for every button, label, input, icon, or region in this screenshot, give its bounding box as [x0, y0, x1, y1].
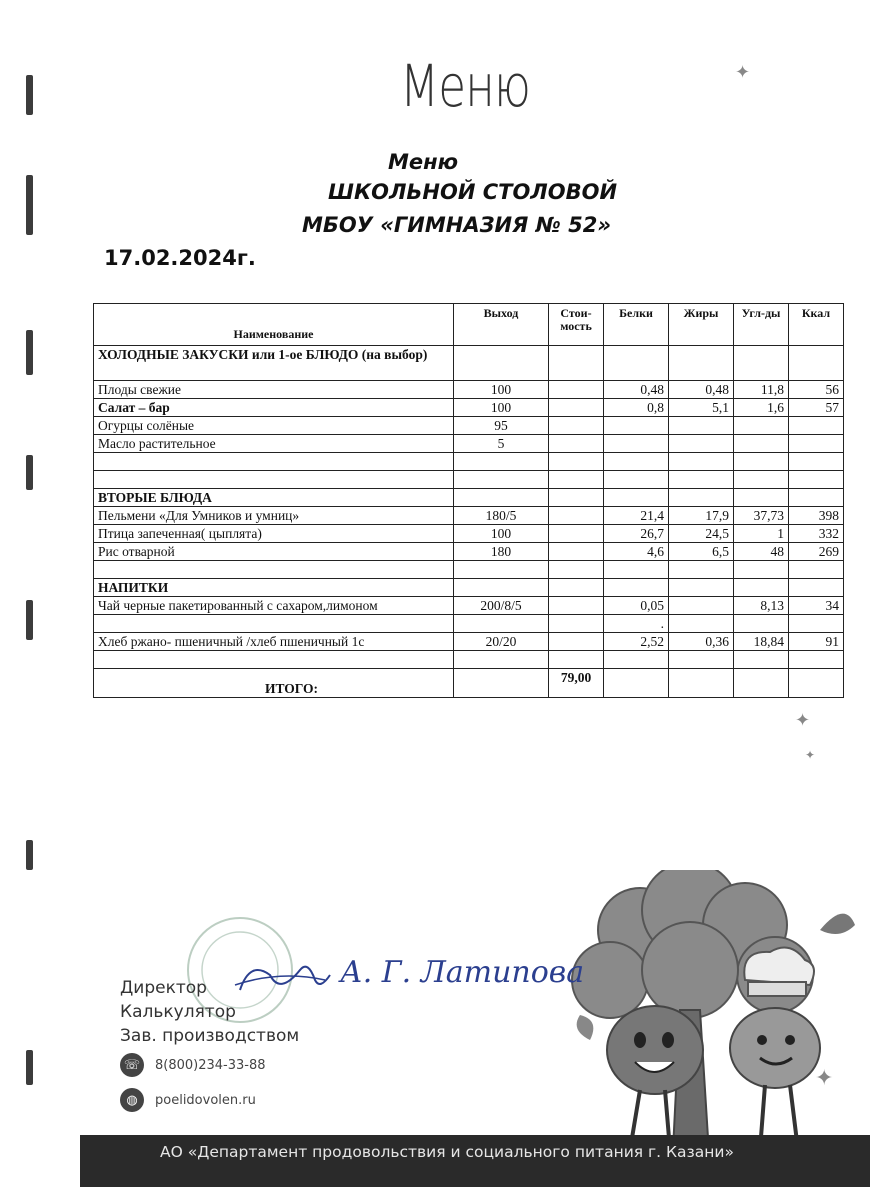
- cell-proteins: 0,8: [604, 399, 669, 417]
- cell-output: 5: [454, 435, 549, 453]
- sparkle-icon: ✦: [735, 62, 751, 82]
- cell-output: [454, 471, 549, 489]
- cell-carbs: 1: [734, 525, 789, 543]
- table-row: [94, 615, 844, 633]
- cell-proteins: [604, 651, 669, 669]
- signature: [230, 950, 600, 1010]
- cell-cost: [549, 561, 604, 579]
- table-row: [94, 417, 844, 435]
- cell-name: Огурцы солёные: [94, 417, 454, 435]
- cell-output: [454, 651, 549, 669]
- cell-proteins: [604, 561, 669, 579]
- cell-carbs: 18,84: [734, 633, 789, 651]
- cell-kcal: [789, 615, 844, 633]
- header-cost: Стои-мость: [549, 304, 604, 346]
- svg-text:✦: ✦: [815, 1066, 834, 1091]
- cell-name: Хлеб ржано- пшеничный /хлеб пшеничный 1с: [94, 633, 454, 651]
- cell-cost: [549, 543, 604, 561]
- cell-proteins: [604, 435, 669, 453]
- cell-fats: [669, 651, 734, 669]
- cell-fats: 0,36: [669, 633, 734, 651]
- cell-fats: [669, 435, 734, 453]
- total-output: [454, 669, 549, 698]
- cell-fats: [669, 346, 734, 381]
- cell-cost: [549, 346, 604, 381]
- sparkle-icon: ✦: [805, 748, 816, 762]
- cell-proteins: [604, 471, 669, 489]
- title-line-1: Меню: [388, 150, 459, 174]
- cell-proteins: .: [604, 615, 669, 633]
- cell-kcal: [789, 417, 844, 435]
- table-row: [94, 399, 844, 417]
- total-kcal: [789, 669, 844, 698]
- cell-kcal: 269: [789, 543, 844, 561]
- cell-kcal: [789, 453, 844, 471]
- total-cost: 79,00: [549, 669, 604, 698]
- contact-phone: 8(800)234-33-88: [155, 1058, 266, 1073]
- cell-output: 20/20: [454, 633, 549, 651]
- cell-name: Плоды свежие: [94, 381, 454, 399]
- table-row: [94, 435, 844, 453]
- cell-output: 100: [454, 399, 549, 417]
- footer-text: АО «Департамент продовольствия и социального питания г. Казани»: [160, 1143, 734, 1161]
- cell-carbs: [734, 489, 789, 507]
- cell-kcal: 332: [789, 525, 844, 543]
- cell-carbs: [734, 579, 789, 597]
- menu-table: [93, 303, 844, 698]
- table-row: [94, 471, 844, 489]
- cell-carbs: 11,8: [734, 381, 789, 399]
- contact-website: poelidovolen.ru: [155, 1093, 256, 1108]
- cell-fats: 5,1: [669, 399, 734, 417]
- header-output: Выход: [454, 304, 549, 346]
- table-row: [94, 597, 844, 615]
- cell-carbs: [734, 471, 789, 489]
- cell-name: ВТОРЫЕ БЛЮДА: [94, 489, 454, 507]
- cell-proteins: 0,48: [604, 381, 669, 399]
- cell-cost: [549, 417, 604, 435]
- cell-carbs: [734, 435, 789, 453]
- cell-kcal: [789, 651, 844, 669]
- cell-carbs: [734, 615, 789, 633]
- cell-kcal: [789, 579, 844, 597]
- cell-output: 95: [454, 417, 549, 435]
- cell-cost: [549, 633, 604, 651]
- cell-name: [94, 651, 454, 669]
- table-row: [94, 489, 844, 507]
- cell-proteins: [604, 579, 669, 597]
- cell-name: [94, 471, 454, 489]
- cell-kcal: [789, 489, 844, 507]
- cell-kcal: 57: [789, 399, 844, 417]
- cell-name: [94, 615, 454, 633]
- cell-fats: 0,48: [669, 381, 734, 399]
- cell-kcal: 56: [789, 381, 844, 399]
- cell-name: Чай черные пакетированный с сахаром,лимоном: [94, 597, 454, 615]
- table-row: [94, 525, 844, 543]
- cell-carbs: 1,6: [734, 399, 789, 417]
- cell-fats: [669, 417, 734, 435]
- cell-carbs: 8,13: [734, 597, 789, 615]
- cell-kcal: 398: [789, 507, 844, 525]
- header-name: Наименование: [94, 304, 454, 346]
- header-kcal: Ккал: [789, 304, 844, 346]
- cell-kcal: [789, 561, 844, 579]
- cell-cost: [549, 615, 604, 633]
- role-production-head: Зав. производством: [120, 1026, 300, 1046]
- cell-fats: [669, 597, 734, 615]
- cell-output: [454, 579, 549, 597]
- cell-name: [94, 453, 454, 471]
- cell-output: [454, 561, 549, 579]
- cell-fats: 24,5: [669, 525, 734, 543]
- cell-output: [454, 489, 549, 507]
- cell-fats: [669, 453, 734, 471]
- cell-carbs: [734, 346, 789, 381]
- cell-proteins: 4,6: [604, 543, 669, 561]
- cell-kcal: [789, 435, 844, 453]
- cell-fats: [669, 489, 734, 507]
- handwritten-heading: Меню: [400, 52, 531, 120]
- cell-carbs: 37,73: [734, 507, 789, 525]
- cell-cost: [549, 399, 604, 417]
- header-proteins: Белки: [604, 304, 669, 346]
- cell-output: [454, 615, 549, 633]
- signature-name: А. Г. Латипова: [340, 955, 585, 990]
- globe-icon: ◍: [120, 1088, 144, 1112]
- cell-output: [454, 346, 549, 381]
- cell-output: 100: [454, 381, 549, 399]
- cell-name: Масло растительное: [94, 435, 454, 453]
- cell-fats: 17,9: [669, 507, 734, 525]
- table-row: [94, 633, 844, 651]
- role-calculator: Калькулятор: [120, 1002, 236, 1022]
- cell-output: 180: [454, 543, 549, 561]
- cell-carbs: 48: [734, 543, 789, 561]
- cell-kcal: 34: [789, 597, 844, 615]
- title-line-3: МБОУ «ГИМНАЗИЯ № 52»: [302, 213, 612, 237]
- cell-cost: [549, 579, 604, 597]
- role-director: Директор: [120, 978, 207, 998]
- cell-cost: [549, 597, 604, 615]
- cell-proteins: [604, 346, 669, 381]
- cell-carbs: [734, 453, 789, 471]
- total-fats: [669, 669, 734, 698]
- cell-name: [94, 561, 454, 579]
- table-row: [94, 579, 844, 597]
- table-row: [94, 543, 844, 561]
- cell-proteins: [604, 417, 669, 435]
- cell-carbs: [734, 651, 789, 669]
- table-row: [94, 346, 844, 381]
- header-fats: Жиры: [669, 304, 734, 346]
- cell-proteins: 2,52: [604, 633, 669, 651]
- cell-output: 200/8/5: [454, 597, 549, 615]
- cell-carbs: [734, 561, 789, 579]
- cell-output: [454, 453, 549, 471]
- cell-name: Салат – бар: [94, 399, 454, 417]
- total-proteins: [604, 669, 669, 698]
- total-row: [94, 669, 844, 698]
- menu-date: 17.02.2024г.: [104, 246, 256, 270]
- cell-cost: [549, 507, 604, 525]
- title-line-2: ШКОЛЬНОЙ СТОЛОВОЙ: [328, 180, 618, 204]
- cell-fats: [669, 615, 734, 633]
- table-row: [94, 651, 844, 669]
- cell-kcal: [789, 346, 844, 381]
- cell-name: Птица запеченная( цыплята): [94, 525, 454, 543]
- cell-fats: 6,5: [669, 543, 734, 561]
- cell-cost: [549, 651, 604, 669]
- cell-output: 180/5: [454, 507, 549, 525]
- cell-proteins: [604, 453, 669, 471]
- cell-cost: [549, 489, 604, 507]
- total-carbs: [734, 669, 789, 698]
- cell-fats: [669, 471, 734, 489]
- table-row: [94, 381, 844, 399]
- table-row: [94, 561, 844, 579]
- cell-cost: [549, 453, 604, 471]
- cell-name: Рис отварной: [94, 543, 454, 561]
- phone-icon: ☏: [120, 1053, 144, 1077]
- cell-cost: [549, 471, 604, 489]
- cell-fats: [669, 561, 734, 579]
- cell-proteins: 26,7: [604, 525, 669, 543]
- cell-carbs: [734, 417, 789, 435]
- cell-proteins: [604, 489, 669, 507]
- sparkle-icon: ✦: [795, 710, 811, 730]
- header-carbs: Угл-ды: [734, 304, 789, 346]
- cell-fats: [669, 579, 734, 597]
- table-header-row: [94, 304, 844, 346]
- table-row: [94, 507, 844, 525]
- cell-cost: [549, 435, 604, 453]
- cell-cost: [549, 525, 604, 543]
- cell-proteins: 21,4: [604, 507, 669, 525]
- cell-output: 100: [454, 525, 549, 543]
- total-label: ИТОГО:: [94, 669, 454, 698]
- cell-kcal: [789, 471, 844, 489]
- table-row: [94, 453, 844, 471]
- cell-name: Пельмени «Для Умников и умниц»: [94, 507, 454, 525]
- cell-kcal: 91: [789, 633, 844, 651]
- cell-name: НАПИТКИ: [94, 579, 454, 597]
- cell-cost: [549, 381, 604, 399]
- cell-proteins: 0,05: [604, 597, 669, 615]
- cell-name: ХОЛОДНЫЕ ЗАКУСКИ или 1-ое БЛЮДО (на выбор): [94, 346, 454, 381]
